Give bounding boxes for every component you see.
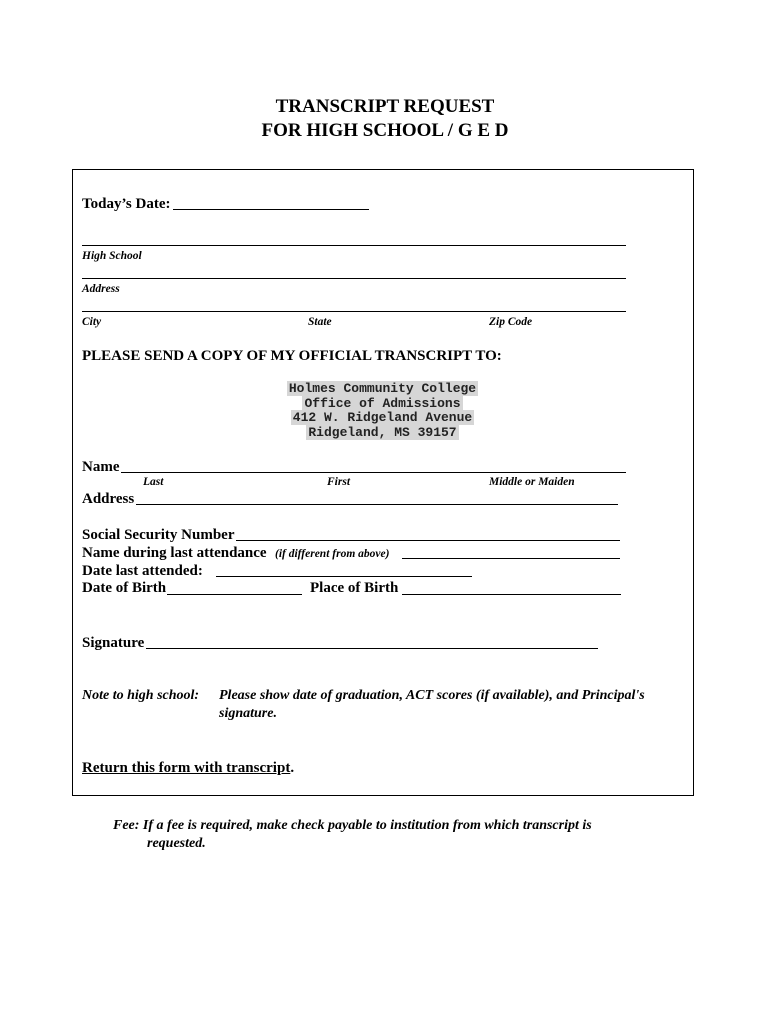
first-name-label: First <box>327 476 351 488</box>
note-text-line2: signature. <box>219 706 277 721</box>
dob-label: Date of Birth <box>82 580 167 596</box>
recipient-line4: Ridgeland, MS 39157 <box>308 424 457 440</box>
name-last-attendance-field[interactable] <box>402 558 620 559</box>
address-label: Address <box>82 491 135 507</box>
if-different-label: (if different from above) <box>275 548 390 560</box>
state-label: State <box>308 316 332 328</box>
ssn-label: Social Security Number <box>82 527 235 543</box>
todays-date-label: Today’s Date: <box>82 196 171 212</box>
high-school-field[interactable] <box>82 245 626 246</box>
pob-field[interactable] <box>402 594 621 595</box>
name-label: Name <box>82 459 120 475</box>
zip-label: Zip Code <box>489 316 533 328</box>
fee-line1: Fee: If a fee is required, make check payable to institution from which transcript is <box>113 818 592 833</box>
city-state-zip-field[interactable] <box>82 311 626 312</box>
recipient-line1: Holmes Community College <box>288 381 477 396</box>
date-last-attended-label: Date last attended: <box>82 563 203 579</box>
return-period: . <box>290 760 295 776</box>
middle-name-label: Middle or Maiden <box>489 476 575 488</box>
recipient-address <box>0 382 765 440</box>
todays-date-field[interactable] <box>173 209 369 210</box>
school-address-field[interactable] <box>82 278 626 279</box>
name-last-attendance-label: Name during last attendance <box>82 545 267 561</box>
high-school-label: High School <box>82 250 142 262</box>
return-text: Return this form with transcript <box>82 760 291 776</box>
name-field[interactable] <box>121 472 626 473</box>
dob-field[interactable] <box>167 594 302 595</box>
recipient-line3: 412 W. Ridgeland Avenue <box>292 410 473 425</box>
date-last-attended-field[interactable] <box>216 576 472 577</box>
recipient-line2: Office of Admissions <box>304 395 461 411</box>
note-text-line1: Please show date of graduation, ACT scores (if available), and Principal's <box>219 688 645 703</box>
city-label: City <box>82 316 102 328</box>
send-copy-label: PLEASE SEND A COPY OF MY OFFICIAL TRANSCRIPT TO: <box>82 348 502 364</box>
form-title-line2: FOR HIGH SCHOOL / G E D <box>261 120 509 141</box>
last-name-label: Last <box>143 476 164 488</box>
return-instruction <box>82 760 294 777</box>
signature-label: Signature <box>82 635 145 651</box>
ssn-field[interactable] <box>236 540 620 541</box>
fee-line2: requested. <box>147 836 206 851</box>
form-title-line1: TRANSCRIPT REQUEST <box>275 96 495 117</box>
pob-label: Place of Birth <box>310 580 399 596</box>
signature-field[interactable] <box>146 648 598 649</box>
note-label: Note to high school: <box>82 688 200 703</box>
school-address-label: Address <box>82 283 120 295</box>
address-field[interactable] <box>136 504 618 505</box>
